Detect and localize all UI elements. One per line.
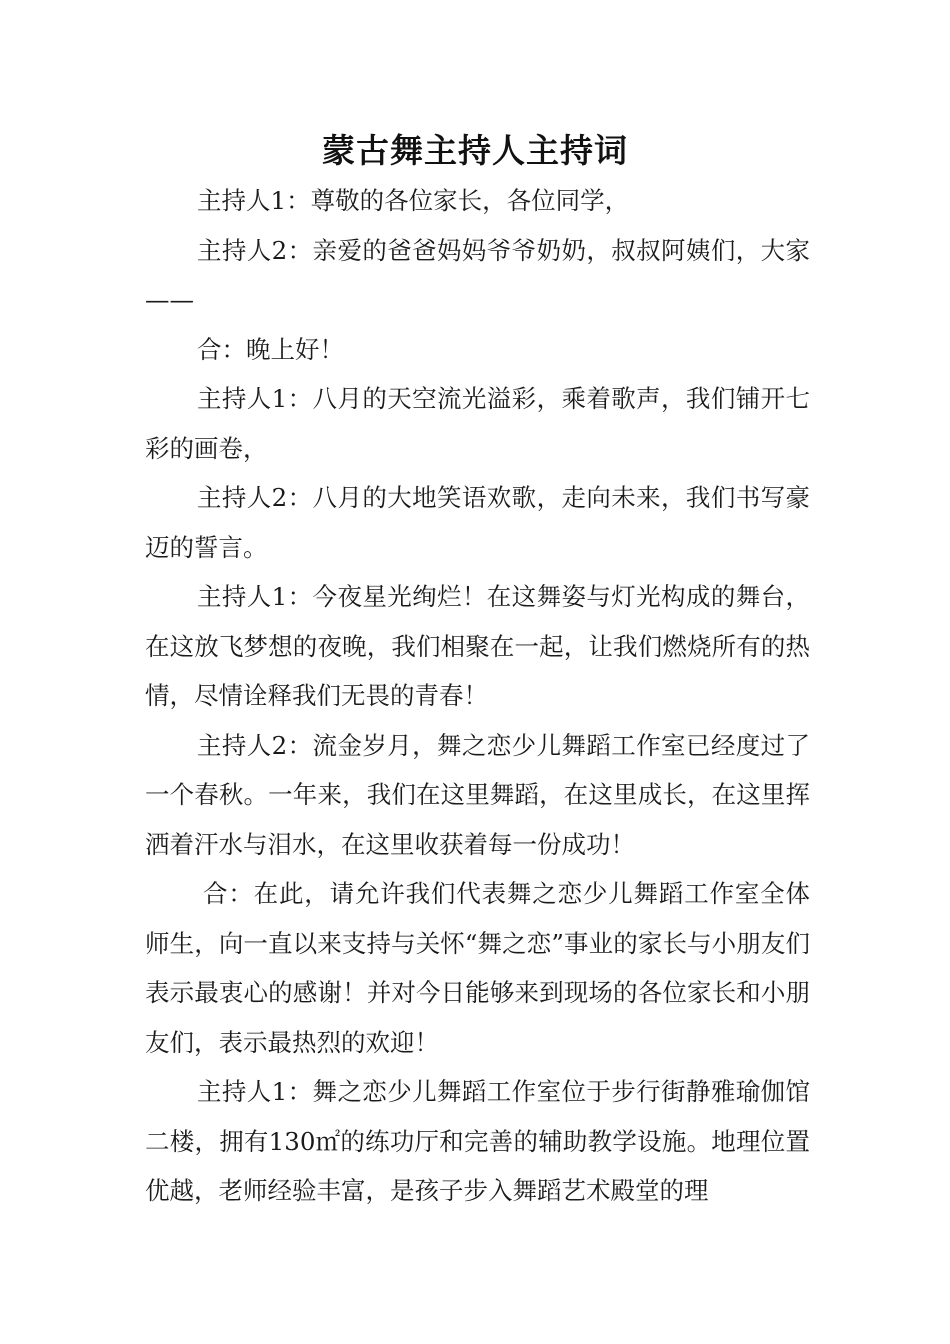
paragraph-together-good-evening: 合：晚上好！ bbox=[197, 334, 344, 364]
paragraph-together-thanks: 合：在此，请允许我们代表舞之恋少儿舞蹈工作室全体师生，向一直以来支持与关怀“舞之恋”事业的家长与小朋友们表示最衷心的感谢！并对今日能够来到现场的各位家长和小朋友们，表示最热烈的欢迎！ bbox=[145, 879, 810, 1057]
paragraph-host1-august-sky: 主持人1：八月的天空流光溢彩，乘着歌声，我们铺开七彩的画卷， bbox=[145, 384, 810, 463]
paragraph-host2-golden-years: 主持人2：流金岁月，舞之恋少儿舞蹈工作室已经度过了一个春秋。一年来，我们在这里舞蹈，在这里成长，在这里挥洒着汗水与泪水，在这里收获着每一份成功！ bbox=[145, 730, 810, 859]
document-title: 蒙古舞主持人主持词 bbox=[322, 131, 628, 170]
paragraph-host2-greeting: 主持人2：亲爱的爸爸妈妈爷爷奶奶，叔叔阿姨们，大家—— bbox=[145, 235, 810, 314]
paragraph-host2-august-earth: 主持人2：八月的大地笑语欢歌，走向未来，我们书写豪迈的誓言。 bbox=[145, 483, 810, 562]
paragraph-host1-studio-intro: 主持人1：舞之恋少儿舞蹈工作室位于步行街静雅瑜伽馆二楼，拥有130㎡的练功厅和完善的辅助教学设施。地理位置优越，老师经验丰富，是孩子步入舞蹈艺术殿堂的理 bbox=[145, 1077, 810, 1205]
document-body bbox=[145, 176, 810, 1216]
paragraph-host1-starry-night: 主持人1：今夜星光绚烂！在这舞姿与灯光构成的舞台，在这放飞梦想的夜晚，我们相聚在一起，让我们燃烧所有的热情，尽情诠释我们无畏的青春！ bbox=[145, 582, 810, 710]
paragraph-host1-greeting: 主持人1：尊敬的各位家长，各位同学， bbox=[197, 186, 630, 215]
